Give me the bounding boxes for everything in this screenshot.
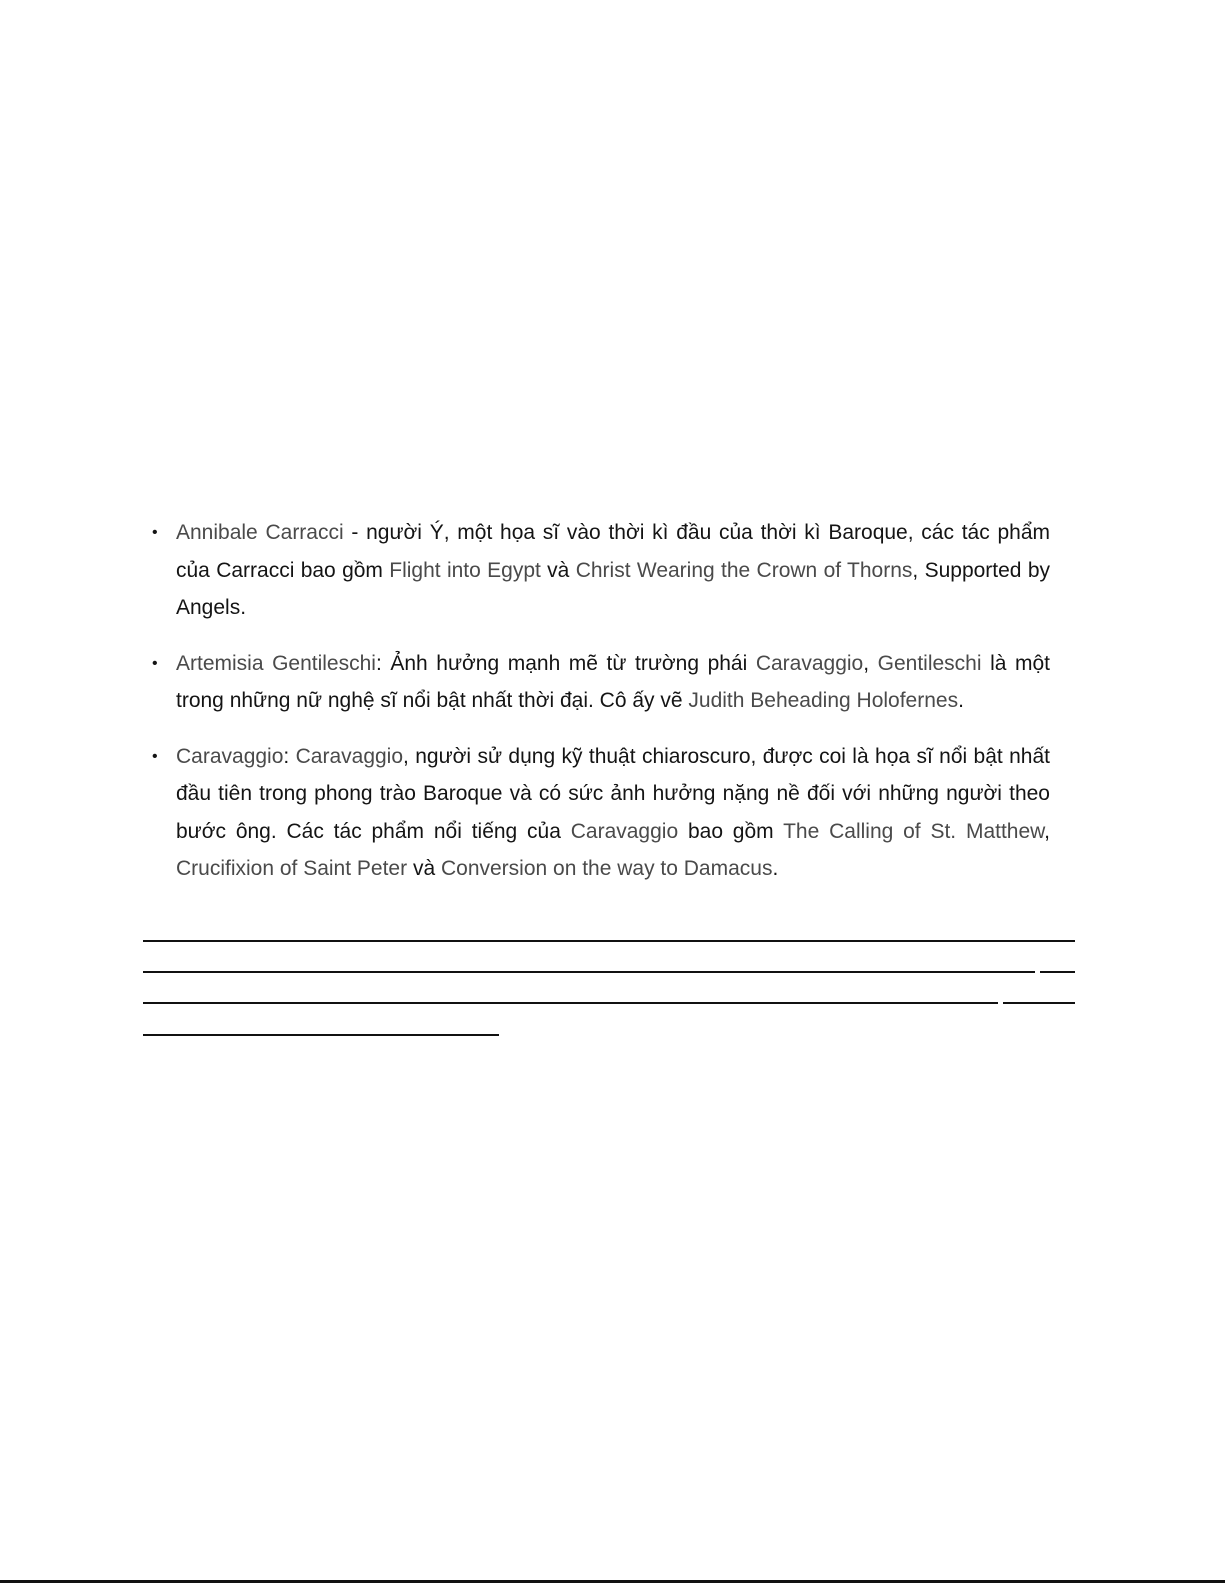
reference-name: Caravaggio (570, 819, 679, 843)
page-bottom-rule (0, 1580, 1225, 1583)
text-segment: bao gồm (678, 819, 784, 843)
answer-line (143, 1034, 499, 1036)
answer-line (143, 940, 1075, 942)
artwork-title: Judith Beheading Holofernes (688, 689, 959, 712)
bullet-icon: • (152, 747, 158, 765)
text-segment: và (540, 558, 576, 582)
bullet-icon: • (152, 524, 158, 541)
artist-item-gentileschi (152, 645, 1050, 720)
answer-line (143, 1002, 998, 1004)
text-segment: . (772, 857, 779, 880)
artist-name: Artemisia Gentileschi (176, 651, 376, 675)
text-segment: : Ảnh hưởng mạnh mẽ từ trường phái (375, 651, 756, 675)
artist-list (152, 514, 1050, 906)
artist-name: Caravaggio (176, 744, 284, 768)
artist-text (176, 521, 1050, 619)
text-segment: - người Ý, một họa sĩ vào thời kì đầu của thời kì Baroque, các tác phẩm của Carracci bao gồm (176, 521, 1051, 582)
artwork-title: Crucifixion of Saint Peter (176, 857, 408, 880)
artwork-title: Conversion on the way to Damacus (440, 857, 773, 880)
text-segment: . (958, 689, 964, 712)
answer-line (143, 971, 1035, 973)
answer-line (1003, 1002, 1075, 1004)
reference-name: Gentileschi (877, 651, 982, 675)
artist-text (176, 745, 1050, 881)
text-segment: , Supported by Angels. (176, 558, 1050, 619)
text-segment: : (283, 744, 296, 768)
reference-name: Caravaggio (295, 744, 404, 768)
text-segment: và (407, 857, 441, 880)
text-segment: , người sử dụng kỹ thuật chiaroscuro, được coi là họa sĩ nổi bật nhất đầu tiên trong phong trào Baroque và có sức ảnh hưởng nặng nề đối với những người theo bước ông. Các tác phẩm nổi tiếng của (176, 744, 1050, 843)
artwork-title: The Calling of St. Matthew (783, 819, 1045, 843)
artist-name: Annibale Carracci (176, 521, 344, 544)
text-segment: là một trong những nữ nghệ sĩ nổi bật nhất thời đại. Cô ấy vẽ (176, 651, 1051, 712)
text-segment: , (863, 651, 878, 675)
artwork-title: Flight into Egypt (389, 558, 541, 582)
answer-line (1040, 971, 1075, 973)
reference-name: Caravaggio (755, 651, 864, 675)
artwork-title: Christ Wearing the Crown of Thorns (575, 558, 913, 582)
artist-item-carracci (152, 514, 1050, 627)
artist-item-caravaggio (152, 738, 1050, 888)
bullet-icon: • (152, 654, 158, 672)
artist-text (176, 652, 1050, 713)
text-segment: , (1044, 819, 1051, 843)
